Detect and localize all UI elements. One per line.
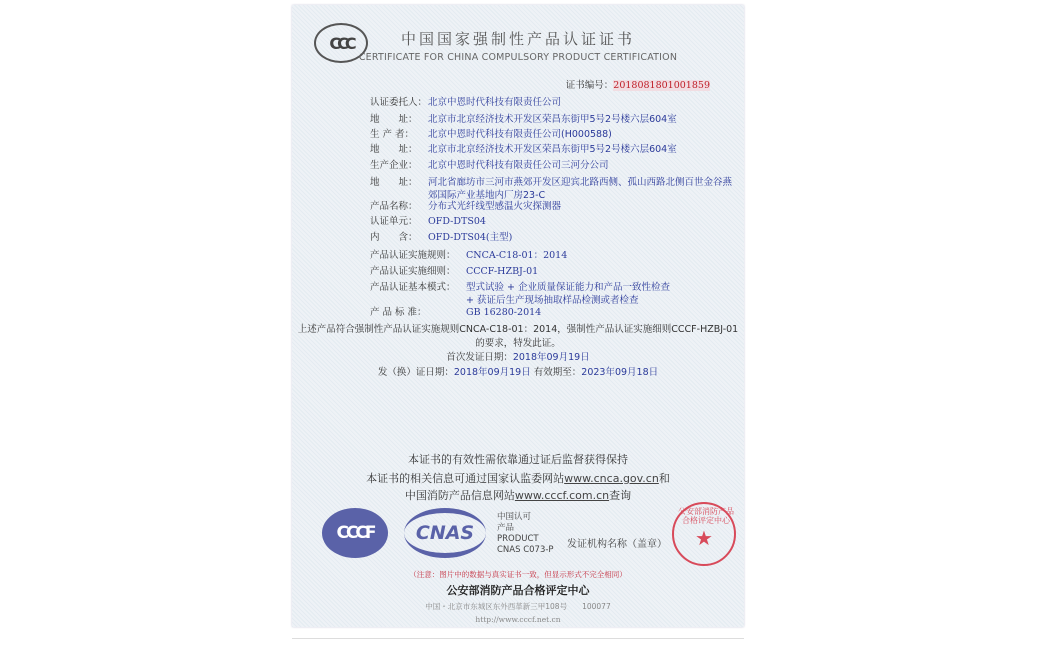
cnas-text (497, 512, 554, 556)
certificate-number (566, 77, 710, 91)
expire-value: 2023年09月18日 (581, 367, 659, 378)
field-value-continued: + 获证后生产现场抽取样品检测或者检查 (466, 295, 639, 306)
first-issue-label: 首次发证日期： (446, 352, 513, 363)
cnas-line: 中国认可 (497, 512, 532, 522)
cccf-logo: CCCF (322, 508, 388, 558)
field-label: 认证委托人： (370, 97, 428, 108)
cccf-prefix: 中国消防产品信息网站 (404, 489, 515, 502)
field-value: CNCA-C18-01：2014 (466, 250, 568, 261)
field-row (370, 215, 486, 228)
certificate (292, 5, 744, 627)
certificate-number-value: 2018081801001859 (613, 80, 710, 91)
official-seal (672, 502, 736, 566)
field-value-continued: 郊国际产业基地内厂房23-C (428, 190, 546, 201)
field-row (370, 231, 512, 244)
field-row (370, 159, 609, 172)
field-label: 地 址： (370, 144, 418, 155)
statement-line2: 的要求，特发此证。 (475, 338, 561, 349)
statement-line1: 上述产品符合强制性产品认证实施规则CNCA-C18-01：2014，强制性产品认证实施细则CCCF-HZBJ-01 (297, 324, 739, 335)
cnca-info (292, 470, 744, 486)
field-value: 北京中恩时代科技有限责任公司(H000588) (428, 129, 612, 140)
first-issue-value: 2018年09月19日 (512, 352, 590, 363)
cnca-prefix: 本证书的相关信息可通过国家认监委网站 (366, 472, 565, 485)
star-icon: ★ (695, 526, 713, 550)
field-value: 北京市北京经济技术开发区荣昌东街甲5号2号楼六层604室 (428, 144, 677, 155)
field-label: 地 址： (370, 177, 418, 188)
field-label: 生 产 者： (370, 129, 415, 140)
cccf-link[interactable]: www.cccf.com.cn (514, 489, 610, 502)
issuer-label: 发证机构名称（盖章） (567, 539, 667, 550)
expire-label: 有效期至： (533, 367, 582, 378)
field-row (370, 128, 612, 141)
field-label: 产品认证实施细则： (370, 266, 456, 277)
field-row (370, 143, 677, 156)
divider (292, 638, 744, 639)
certificate-number-label: 证书编号： (565, 80, 614, 91)
field-label: 产品名称： (370, 201, 418, 212)
field-value: OFD-DTS04(主型) (428, 232, 513, 243)
organization-address: 中国・北京市东城区东外西革新三甲108号 100077 (425, 602, 611, 611)
field-label: 产 品 标 准： (370, 307, 427, 318)
seal-text: 公安部消防产品合格评定中心 (678, 507, 734, 525)
field-row (370, 200, 561, 213)
issue-value: 2018年09月19日 (453, 367, 531, 378)
field-value: 分布式光纤线型感温火灾探测器 (428, 201, 562, 212)
note-text: （注意：图片中的数据与真实证书一致，但显示形式不完全相同） (409, 570, 627, 579)
cnas-line: PRODUCT (497, 534, 539, 544)
validity-text: 本证书的有效性需依靠通过证后监督获得保持 (408, 453, 628, 466)
certificate-title: 中国国家强制性产品认证证书 (400, 30, 635, 48)
issuing-organization: 公安部消防产品合格评定中心 (446, 584, 590, 597)
field-row (370, 113, 677, 126)
field-value: 北京中恩时代科技有限责任公司三河分公司 (428, 160, 609, 171)
field-value: GB 16280-2014 (466, 307, 542, 318)
field-value: OFD-DTS04 (428, 216, 486, 227)
field-value: 河北省廊坊市三河市燕郊开发区迎宾北路西侧、孤山西路北侧百世金谷燕 (428, 177, 733, 188)
cnca-link[interactable]: www.cnca.gov.cn (564, 472, 659, 485)
cnas-line: CNAS C073-P (497, 545, 554, 555)
first-issue-date (292, 349, 744, 363)
field-label: 生产企业： (370, 160, 418, 171)
field-value: 型式试验 + 企业质量保证能力和产品一致性检查 (466, 282, 671, 293)
certificate-subtitle: CERTIFICATE FOR CHINA COMPULSORY PRODUCT CERTIFICATION (358, 52, 678, 63)
field-label: 地 址： (370, 114, 418, 125)
field-row (370, 265, 538, 278)
field-row (370, 96, 561, 109)
field-value: 北京中恩时代科技有限责任公司 (428, 97, 562, 108)
field-label: 内 含： (370, 232, 418, 243)
field-row (370, 249, 567, 262)
field-row (370, 176, 732, 202)
ccc-logo: CCC (314, 23, 368, 63)
cnca-suffix: 和 (658, 472, 670, 485)
issue-expire-dates (292, 364, 744, 378)
organization-website[interactable]: http://www.cccf.net.cn (475, 615, 561, 624)
field-label: 认证单元： (370, 216, 418, 227)
field-label: 产品认证实施规则： (370, 250, 456, 261)
field-label: 产品认证基本模式： (370, 282, 456, 293)
cccf-suffix: 查询 (609, 489, 632, 502)
field-value: 北京市北京经济技术开发区荣昌东街甲5号2号楼六层604室 (428, 114, 677, 125)
cccf-info (292, 487, 744, 503)
cnas-logo: CNAS (404, 508, 486, 558)
field-row (370, 306, 541, 319)
cnas-line: 产品 (497, 523, 515, 533)
issue-label: 发（换）证日期： (377, 367, 454, 378)
field-value: CCCF-HZBJ-01 (466, 266, 539, 277)
field-row (370, 281, 670, 307)
